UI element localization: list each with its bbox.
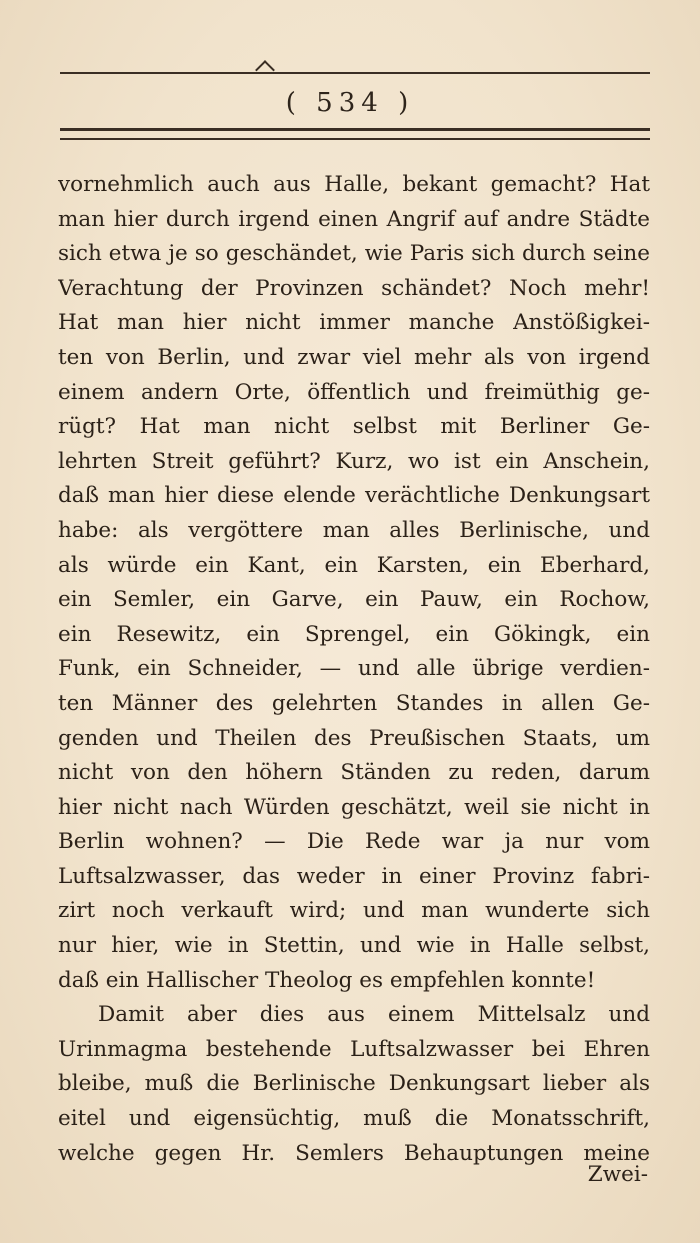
text-line: Luftsalzwasser, das weder in einer Provinz fabri- (58, 863, 650, 889)
header-rule-double-upper (60, 128, 650, 131)
text-line: nur hier, wie in Stettin, und wie in Halle selbst, (58, 933, 650, 959)
text-line: sich etwa je so geschändet, wie Paris sich durch seine (58, 241, 650, 267)
text-line: Damit aber dies aus einem Mittelsalz und (98, 1002, 650, 1028)
header-rule-top (60, 72, 650, 74)
text-line: genden und Theilen des Preußischen Staats, um (58, 725, 650, 751)
text-line: eitel und eigensüchtig, muß die Monatsschrift, (58, 1106, 650, 1132)
text-line: daß man hier diese elende verächtliche Denkungsart (58, 483, 650, 509)
text-line: einem andern Orte, öffentlich und freimüthig ge- (58, 379, 650, 405)
text-line: Funk, ein Schneider, — und alle übrige verdien- (58, 656, 650, 682)
text-line: bleibe, muß die Berlinische Denkungsart lieber als (58, 1071, 650, 1097)
text-line: ein Semler, ein Garve, ein Pauw, ein Rochow, (58, 587, 650, 613)
text-line: zirt noch verkauft wird; und man wunderte sich (58, 898, 650, 924)
text-line: man hier durch irgend einen Angrif auf andre Städte (58, 206, 650, 232)
text-line: Verachtung der Provinzen schändet? Noch mehr! (58, 275, 650, 301)
text-line: ten von Berlin, und zwar viel mehr als von irgend (58, 344, 650, 370)
text-line: hier nicht nach Würden geschätzt, weil sie nicht in (58, 794, 650, 820)
text-line: vornehmlich auch aus Halle, bekant gemacht? Hat (58, 172, 650, 197)
text-line: Berlin wohnen? — Die Rede war ja nur vom (58, 829, 650, 855)
text-line: Urinmagma bestehende Luftsalzwasser bei Ehren (58, 1036, 650, 1062)
catchword: Zwei- (587, 1162, 648, 1187)
page-number: ( 534 ) (285, 88, 415, 118)
text-line: als würde ein Kant, ein Karsten, ein Eberhard, (58, 552, 650, 578)
text-line: daß ein Hallischer Theolog es empfehlen konnte! (58, 967, 596, 993)
text-line: welche gegen Hr. Semlers Behauptungen meine (58, 1140, 650, 1166)
body-text (58, 168, 650, 1171)
text-line: lehrten Streit geführt? Kurz, wo ist ein Anschein, (58, 448, 650, 474)
text-line: rügt? Hat man nicht selbst mit Berliner Ge- (58, 414, 650, 440)
header-rule-double-lower (60, 138, 650, 140)
text-line: Hat man hier nicht immer manche Anstößigkei- (58, 310, 650, 336)
text-line: nicht von den höhern Ständen zu reden, darum (58, 760, 650, 786)
text-line: habe: als vergöttere man alles Berlinische, und (58, 517, 650, 543)
text-line: ten Männer des gelehrten Standes in allen Ge- (58, 690, 650, 716)
text-line: ein Resewitz, ein Sprengel, ein Gökingk, ein (58, 621, 650, 647)
header-ornament (255, 60, 275, 80)
